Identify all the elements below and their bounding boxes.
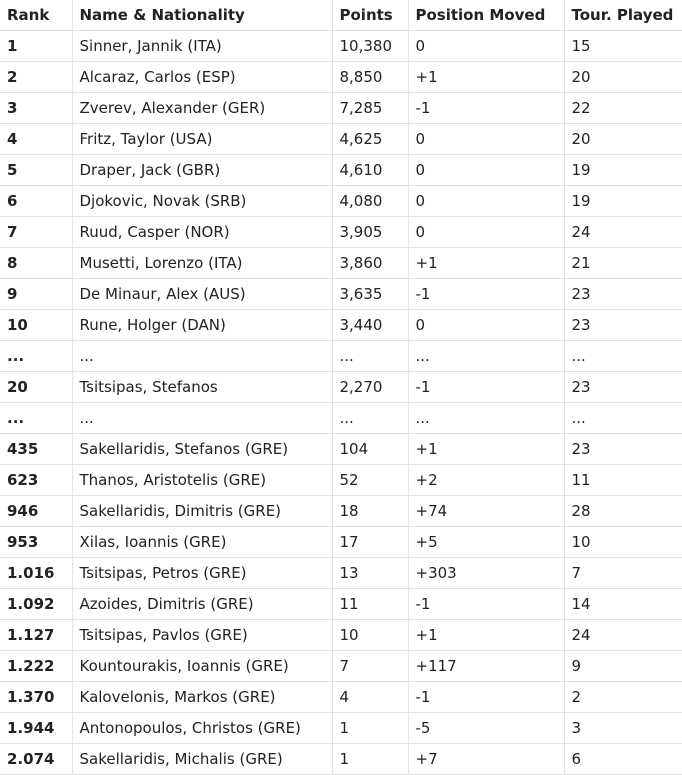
tournaments-played-cell: 11 bbox=[564, 465, 682, 496]
rank-cell: 10 bbox=[0, 310, 72, 341]
points-cell: 4 bbox=[332, 682, 408, 713]
name-cell: ... bbox=[72, 341, 332, 372]
position-moved-cell: +74 bbox=[408, 496, 564, 527]
name-cell: Musetti, Lorenzo (ITA) bbox=[72, 248, 332, 279]
points-cell: 4,080 bbox=[332, 186, 408, 217]
tournaments-played-cell: 2 bbox=[564, 682, 682, 713]
name-cell: Kalovelonis, Markos (GRE) bbox=[72, 682, 332, 713]
points-cell: 7,285 bbox=[332, 93, 408, 124]
position-moved-cell: +1 bbox=[408, 434, 564, 465]
table-row bbox=[0, 527, 682, 558]
position-moved-cell: 0 bbox=[408, 31, 564, 62]
tournaments-played-cell: 23 bbox=[564, 310, 682, 341]
position-moved-cell: ... bbox=[408, 403, 564, 434]
name-cell: Antonopoulos, Christos (GRE) bbox=[72, 713, 332, 744]
position-moved-cell: -1 bbox=[408, 372, 564, 403]
tournaments-played-cell: 20 bbox=[564, 62, 682, 93]
table-row bbox=[0, 124, 682, 155]
table-row bbox=[0, 341, 682, 372]
rank-cell: 3 bbox=[0, 93, 72, 124]
points-cell: 3,905 bbox=[332, 217, 408, 248]
points-cell: 4,610 bbox=[332, 155, 408, 186]
points-cell: 1 bbox=[332, 713, 408, 744]
table-row bbox=[0, 217, 682, 248]
position-moved-cell: +117 bbox=[408, 651, 564, 682]
rank-cell: 20 bbox=[0, 372, 72, 403]
table-row bbox=[0, 496, 682, 527]
tournaments-played-cell: 19 bbox=[564, 186, 682, 217]
name-cell: Rune, Holger (DAN) bbox=[72, 310, 332, 341]
header-points: Points bbox=[332, 0, 408, 31]
table-row bbox=[0, 682, 682, 713]
name-cell: Tsitsipas, Stefanos bbox=[72, 372, 332, 403]
tournaments-played-cell: 10 bbox=[564, 527, 682, 558]
table-body bbox=[0, 31, 682, 775]
tournaments-played-cell: 23 bbox=[564, 279, 682, 310]
rank-cell: 5 bbox=[0, 155, 72, 186]
table-row bbox=[0, 558, 682, 589]
points-cell: 11 bbox=[332, 589, 408, 620]
rank-cell: 1.222 bbox=[0, 651, 72, 682]
name-cell: Alcaraz, Carlos (ESP) bbox=[72, 62, 332, 93]
name-cell: Tsitsipas, Pavlos (GRE) bbox=[72, 620, 332, 651]
header-rank: Rank bbox=[0, 0, 72, 31]
position-moved-cell: +7 bbox=[408, 744, 564, 775]
position-moved-cell: +1 bbox=[408, 248, 564, 279]
table-row bbox=[0, 372, 682, 403]
header-tournaments-played: Tour. Played bbox=[564, 0, 682, 31]
points-cell: 7 bbox=[332, 651, 408, 682]
tournaments-played-cell: 9 bbox=[564, 651, 682, 682]
tournaments-played-cell: 28 bbox=[564, 496, 682, 527]
points-cell: ... bbox=[332, 403, 408, 434]
position-moved-cell: -1 bbox=[408, 279, 564, 310]
name-cell: Sakellaridis, Dimitris (GRE) bbox=[72, 496, 332, 527]
position-moved-cell: 0 bbox=[408, 310, 564, 341]
tournaments-played-cell: 24 bbox=[564, 217, 682, 248]
position-moved-cell: +2 bbox=[408, 465, 564, 496]
rank-cell: 1.127 bbox=[0, 620, 72, 651]
position-moved-cell: 0 bbox=[408, 186, 564, 217]
rank-cell: 1.016 bbox=[0, 558, 72, 589]
table-row bbox=[0, 93, 682, 124]
position-moved-cell: ... bbox=[408, 341, 564, 372]
tournaments-played-cell: 6 bbox=[564, 744, 682, 775]
rank-cell: 1 bbox=[0, 31, 72, 62]
rank-cell: 946 bbox=[0, 496, 72, 527]
tournaments-played-cell: ... bbox=[564, 403, 682, 434]
name-cell: Sinner, Jannik (ITA) bbox=[72, 31, 332, 62]
table-row bbox=[0, 62, 682, 93]
points-cell: 3,635 bbox=[332, 279, 408, 310]
points-cell: 104 bbox=[332, 434, 408, 465]
rank-cell: 7 bbox=[0, 217, 72, 248]
name-cell: Thanos, Aristotelis (GRE) bbox=[72, 465, 332, 496]
name-cell: ... bbox=[72, 403, 332, 434]
rank-cell: ... bbox=[0, 341, 72, 372]
table-row bbox=[0, 279, 682, 310]
name-cell: Ruud, Casper (NOR) bbox=[72, 217, 332, 248]
rank-cell: 8 bbox=[0, 248, 72, 279]
position-moved-cell: -1 bbox=[408, 682, 564, 713]
table-row bbox=[0, 186, 682, 217]
points-cell: 3,860 bbox=[332, 248, 408, 279]
rank-cell: 1.944 bbox=[0, 713, 72, 744]
name-cell: Sakellaridis, Michalis (GRE) bbox=[72, 744, 332, 775]
table-row bbox=[0, 651, 682, 682]
position-moved-cell: 0 bbox=[408, 155, 564, 186]
table-row bbox=[0, 31, 682, 62]
tournaments-played-cell: 14 bbox=[564, 589, 682, 620]
name-cell: Draper, Jack (GBR) bbox=[72, 155, 332, 186]
points-cell: 3,440 bbox=[332, 310, 408, 341]
position-moved-cell: +1 bbox=[408, 62, 564, 93]
points-cell: 4,625 bbox=[332, 124, 408, 155]
name-cell: Djokovic, Novak (SRB) bbox=[72, 186, 332, 217]
table-row bbox=[0, 434, 682, 465]
points-cell: 10 bbox=[332, 620, 408, 651]
tournaments-played-cell: 22 bbox=[564, 93, 682, 124]
table-row bbox=[0, 403, 682, 434]
position-moved-cell: -1 bbox=[408, 93, 564, 124]
rank-cell: 623 bbox=[0, 465, 72, 496]
rank-cell: 1.370 bbox=[0, 682, 72, 713]
points-cell: 1 bbox=[332, 744, 408, 775]
points-cell: 8,850 bbox=[332, 62, 408, 93]
table-row bbox=[0, 465, 682, 496]
name-cell: Fritz, Taylor (USA) bbox=[72, 124, 332, 155]
rank-cell: 9 bbox=[0, 279, 72, 310]
rank-cell: 4 bbox=[0, 124, 72, 155]
tournaments-played-cell: 7 bbox=[564, 558, 682, 589]
points-cell: 2,270 bbox=[332, 372, 408, 403]
table-row bbox=[0, 620, 682, 651]
name-cell: Kountourakis, Ioannis (GRE) bbox=[72, 651, 332, 682]
points-cell: ... bbox=[332, 341, 408, 372]
rank-cell: 2.074 bbox=[0, 744, 72, 775]
table-row bbox=[0, 744, 682, 775]
position-moved-cell: 0 bbox=[408, 217, 564, 248]
name-cell: Azoides, Dimitris (GRE) bbox=[72, 589, 332, 620]
points-cell: 13 bbox=[332, 558, 408, 589]
name-cell: Sakellaridis, Stefanos (GRE) bbox=[72, 434, 332, 465]
position-moved-cell: 0 bbox=[408, 124, 564, 155]
rank-cell: 1.092 bbox=[0, 589, 72, 620]
tournaments-played-cell: ... bbox=[564, 341, 682, 372]
table-row bbox=[0, 155, 682, 186]
position-moved-cell: +5 bbox=[408, 527, 564, 558]
points-cell: 17 bbox=[332, 527, 408, 558]
tournaments-played-cell: 20 bbox=[564, 124, 682, 155]
tournaments-played-cell: 23 bbox=[564, 372, 682, 403]
tournaments-played-cell: 15 bbox=[564, 31, 682, 62]
position-moved-cell: +303 bbox=[408, 558, 564, 589]
name-cell: De Minaur, Alex (AUS) bbox=[72, 279, 332, 310]
tournaments-played-cell: 3 bbox=[564, 713, 682, 744]
rank-cell: 6 bbox=[0, 186, 72, 217]
table-header-row bbox=[0, 0, 682, 31]
table-row bbox=[0, 310, 682, 341]
rank-cell: 2 bbox=[0, 62, 72, 93]
tournaments-played-cell: 24 bbox=[564, 620, 682, 651]
points-cell: 10,380 bbox=[332, 31, 408, 62]
points-cell: 52 bbox=[332, 465, 408, 496]
tournaments-played-cell: 23 bbox=[564, 434, 682, 465]
tournaments-played-cell: 21 bbox=[564, 248, 682, 279]
name-cell: Zverev, Alexander (GER) bbox=[72, 93, 332, 124]
position-moved-cell: -1 bbox=[408, 589, 564, 620]
tournaments-played-cell: 19 bbox=[564, 155, 682, 186]
points-cell: 18 bbox=[332, 496, 408, 527]
table-row bbox=[0, 589, 682, 620]
rank-cell: 435 bbox=[0, 434, 72, 465]
name-cell: Tsitsipas, Petros (GRE) bbox=[72, 558, 332, 589]
rank-cell: 953 bbox=[0, 527, 72, 558]
header-name-nationality: Name & Nationality bbox=[72, 0, 332, 31]
rank-cell: ... bbox=[0, 403, 72, 434]
table-row bbox=[0, 713, 682, 744]
position-moved-cell: -5 bbox=[408, 713, 564, 744]
position-moved-cell: +1 bbox=[408, 620, 564, 651]
header-position-moved: Position Moved bbox=[408, 0, 564, 31]
table-row bbox=[0, 248, 682, 279]
name-cell: Xilas, Ioannis (GRE) bbox=[72, 527, 332, 558]
